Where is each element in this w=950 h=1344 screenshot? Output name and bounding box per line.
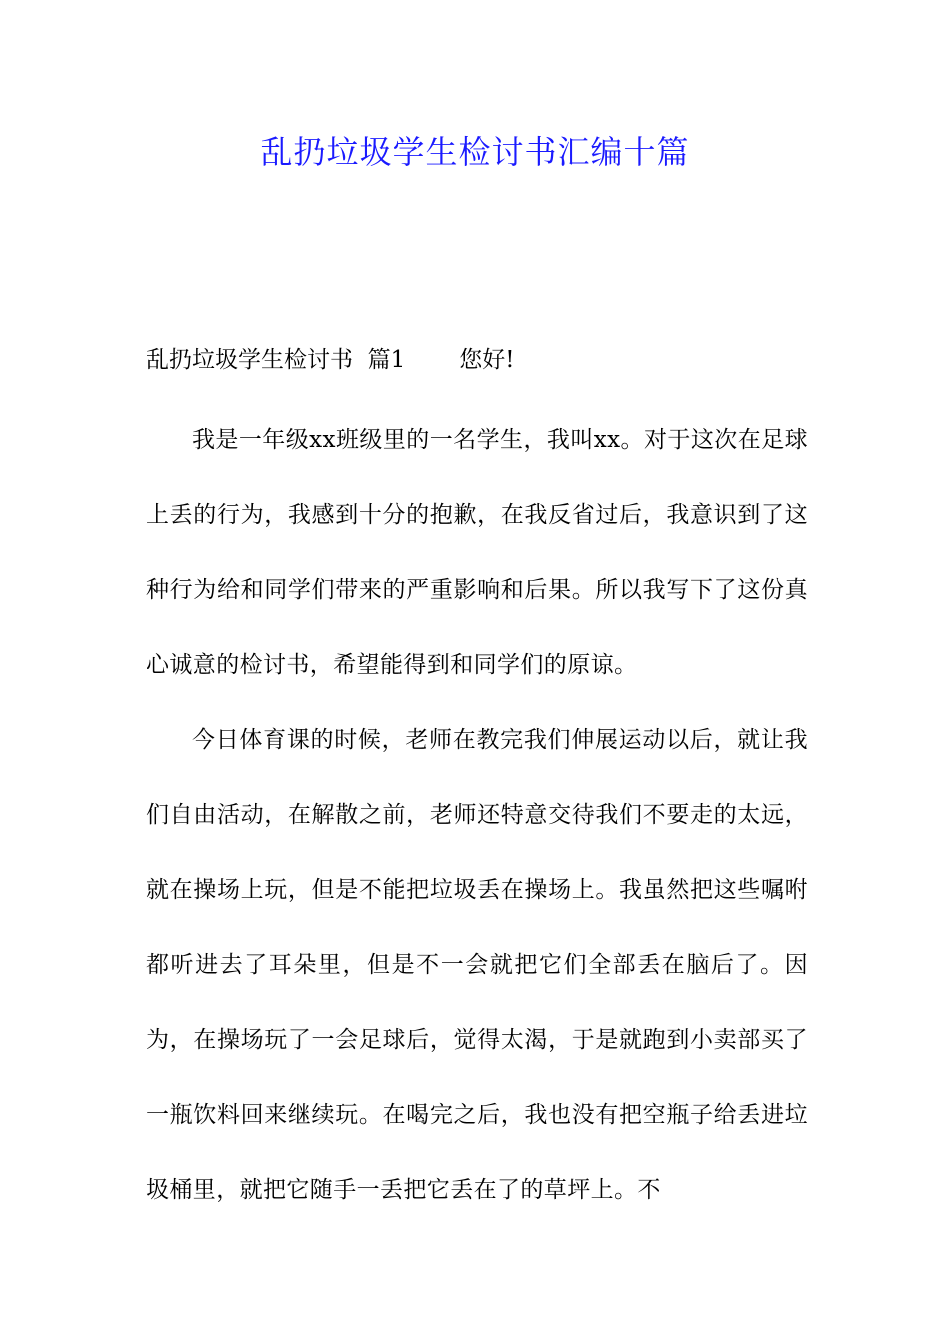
section-heading: 乱扔垃圾学生检讨书 篇1 [146, 347, 406, 373]
paragraph: 今日体育课的时候，老师在教完我们伸展运动以后，就让我们自由活动，在解散之前，老师还特意交待我们不要走的太远，就在操场上玩，但是不能把垃圾丢在操场上。我虽然把这些嘱咐都听进去了耳朵里，但是不一会就把它们全部丢在脑后了。因为，在操场玩了一会足球后，觉得太渴，于是就跑到小卖部买了一瓶饮料回来继续玩。在喝完之后，我也没有把空瓶子给丢进垃圾桶里，就把它随手一丢把它丢在了的草坪上。不 [146, 727, 808, 1203]
document-body [146, 335, 808, 1228]
paragraph: 我是一年级xx班级里的一名学生，我叫xx。对于这次在足球上丢的行为，我感到十分的抱歉，在我反省过后，我意识到了这种行为给和同学们带来的严重影响和后果。所以我写下了这份真心诚意的检讨书，希望能得到和同学们的原谅。 [146, 427, 808, 678]
document-title: 乱扔垃圾学生检讨书汇编十篇 [260, 133, 690, 171]
section-heading-line [146, 335, 808, 385]
greeting: 您好! [459, 347, 515, 373]
